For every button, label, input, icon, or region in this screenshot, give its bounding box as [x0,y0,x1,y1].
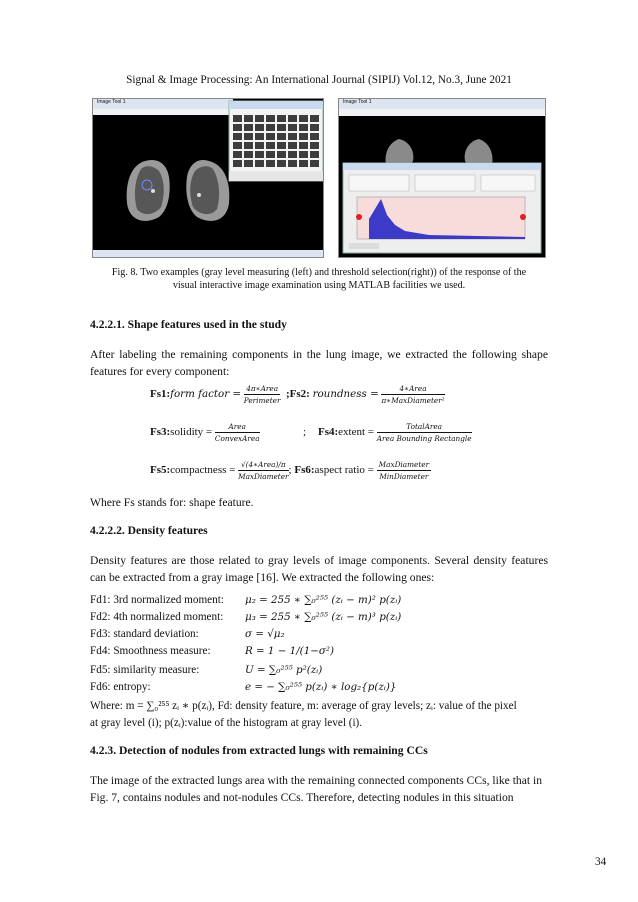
density-item-label: Fd3: standard deviation: [90,628,199,640]
threshold-screenshot [338,98,546,258]
density-item-label: Fd4: Smoothness measure: [90,645,211,657]
right-window-title: Image Tool 1 [343,99,372,105]
fs6-label: Fs6: [294,464,315,477]
density-item [90,594,550,611]
density-where-line-2: at gray level (i); p(zᵢ):value of the histogram at gray level (i). [90,717,363,729]
fs3-label: Fs3: [150,426,171,439]
fs4-label: Fs4: [318,426,339,439]
equation-separator: ; [303,426,307,438]
detection-line-1: The image of the extracted lungs area with the remaining connected components CCs, like that in [90,774,543,787]
density-item-formula: U = ∑₀²⁵⁵ p²(zᵢ) [245,664,323,676]
density-where-line-1: Where: m = ∑₀²⁵⁵ zᵢ ∗ p(zᵢ), Fd: density feature, m: average of gray levels; zᵢ: value of the pixel [90,700,517,712]
threshold-screenshot-art [339,99,546,258]
heading-detection: 4.2.3. Detection of nodules from extracted lungs with remaining CCs [90,744,428,757]
fs2-label: ;Fs2: [285,388,310,401]
figure-caption [60,266,578,292]
shape-intro: After labeling the remaining components in the lung image, we extracted the following shape features for every component: [90,348,548,378]
equation-fs3 [150,422,260,443]
equation-fs5-fs6: Fs5:compactness = $\frac{\text{√(4∗Area)/π}}{\text{MaxDiameter}}$ ; Fs6:aspect ratio = $\frac{\text{MaxDiameter}}{\text{MinDiameter}}$ [150,460,430,481]
fs5-fraction: $\frac{\text{√(4∗Area)/π}}{\text{MaxDiameter}}$ [238,460,289,481]
density-item-formula: μ₂ = 255 ∗ ∑₀²⁵⁵ (zᵢ − m)² p(zᵢ) [245,594,402,606]
density-item-label: Fd1: 3rd normalized moment: [90,594,224,606]
fs2-name: roundness = [312,388,379,401]
fs5-name: compactness = [170,464,236,477]
equation-fs4 [318,422,472,443]
density-where [90,698,550,732]
fs5-label: Fs5: [150,464,171,477]
heading-density-features: 4.2.2.2. Density features [90,524,208,537]
detection-line-2: Fig. 7, contains nodules and not-nodules CCs. Therefore, detecting nodules in this situation [90,791,514,804]
density-item [90,611,550,628]
density-item [90,628,550,645]
density-item-label: Fd2: 4th normalized moment: [90,611,224,623]
density-item-formula: e = − ∑₀²⁵⁵ p(zᵢ) ∗ log₂{p(zᵢ)} [245,681,397,693]
fs4-fraction: $\frac{\text{TotalArea}}{\text{Area Bounding Rectangle}}$ [376,422,472,443]
density-item [90,664,550,681]
density-item-formula: R = 1 − 1/(1−σ²) [245,645,335,657]
fs3-fraction: $\frac{\text{Area}}{\text{ConvexArea}}$ [214,422,260,443]
heading-shape-features: 4.2.2.1. Shape features used in the study [90,318,287,331]
fs6-fraction: $\frac{\text{MaxDiameter}}{\text{MinDiameter}}$ [378,460,430,481]
density-item-formula: μ₃ = 255 ∗ ∑₀²⁵⁵ (zᵢ − m)³ p(zᵢ) [245,611,402,623]
detection-paragraph [90,772,550,806]
fs6-name: aspect ratio = [314,464,374,477]
density-item [90,645,550,664]
density-item-formula: σ = √μ₂ [245,628,285,640]
caption-line-1: Fig. 8. Two examples (gray level measuring (left) and threshold selection(right)) of the response of the [111,267,527,278]
running-header: Signal & Image Processing: An International Journal (SIPIJ) Vol.12, No.3, June 2021 [126,74,512,86]
gray-level-screenshot-art [93,99,324,258]
fs4-name: extent = [338,426,375,439]
equation-fs1-fs2 [150,384,445,405]
shape-where: Where Fs stands for: shape feature. [90,496,254,509]
fs2-fraction: $\frac{\text{4∗Area}}{\text{π∗MaxDiameter²}}$ [381,384,445,405]
density-intro: Density features are those related to gray levels of image components. Several density features can be extracted from a gray image [16]. We extracted the following ones: [90,554,548,584]
gray-level-screenshot [92,98,324,258]
fs1-name: form factor = [170,388,242,401]
figure-8 [92,98,546,258]
caption-line-2: visual interactive image examination using MATLAB facilities we used. [172,280,466,291]
fs1-fraction: $\frac{\text{4π∗Area}}{\text{Perimeter}}$ [243,384,281,405]
page-number: 34 [595,856,607,868]
left-window-title: Image Tool 1 [97,99,126,105]
density-item [90,681,550,698]
density-feature-list [90,594,550,698]
fs1-label: Fs1: [150,388,171,401]
density-item-label: Fd6: entropy: [90,681,151,693]
fs3-name: solidity = [170,426,213,439]
density-item-label: Fd5: similarity measure: [90,664,200,676]
